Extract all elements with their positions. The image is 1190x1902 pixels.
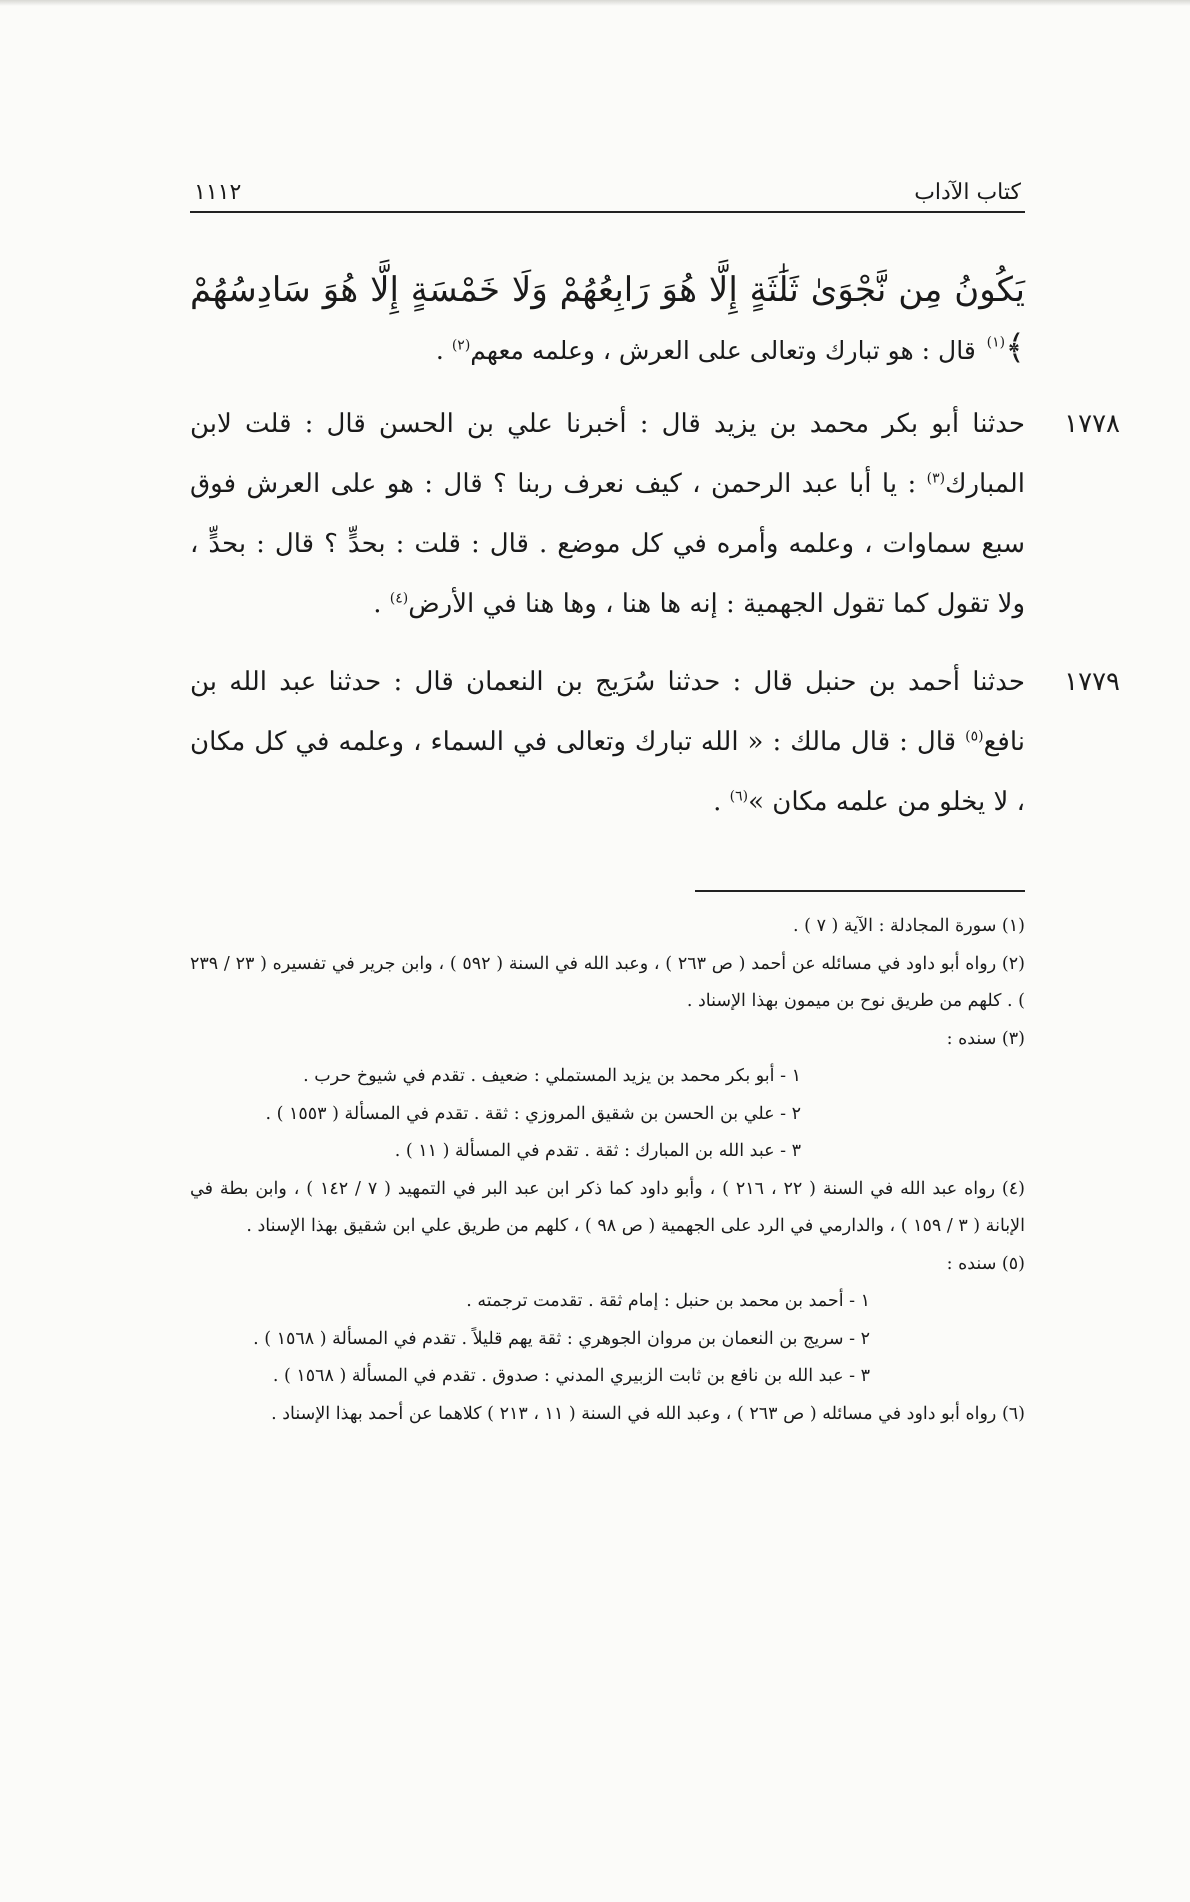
- hadith-text-b: : يا أبا عبد الرحمن ، كيف نعرف ربنا ؟ قال : هو على العرش فوق سبع سماوات ، وعلمه وأمره في كل موضع . قال : قلت : بحدٍّ ؟ قال : بحدٍّ ، ولا تقول كما تقول الجهمية : إنه ها هنا ، وها هنا في الأرض: [190, 469, 1025, 619]
- hadith-number: ١٧٧٨: [1064, 409, 1120, 439]
- footnote-3-item-2: ٢ - علي بن الحسن بن شقيق المروزي : ثقة . تقدم في المسألة ( ١٥٥٣ ) .: [265, 1103, 801, 1124]
- footnote-ref-5[interactable]: (٥): [965, 728, 984, 745]
- verse-line-1: يَكُونُ مِن نَّجْوَىٰ ثَلَٰثَةٍ إِلَّا هُوَ رَابِعُهُمْ وَلَا خَمْسَةٍ إِلَّا هُوَ: [322, 270, 1025, 310]
- footnote-3-item-3: ٣ - عبد الله بن المبارك : ثقة . تقدم في المسألة ( ١١ ) .: [394, 1141, 801, 1161]
- hadith-1779: [190, 652, 1120, 832]
- hadith-end: .: [713, 787, 730, 817]
- footnote-ref-4[interactable]: (٤): [389, 590, 409, 607]
- page-number: ١١١٢: [194, 180, 242, 205]
- book-title: كتاب الآداب: [914, 180, 1021, 205]
- footnote-3-item-1: ١ - أبو بكر محمد بن يزيد المستملي : ضعيف . تقدم في شيوخ حرب .: [303, 1066, 801, 1086]
- footnote-3: (٣) سنده :: [946, 1028, 1025, 1049]
- footnotes: [190, 908, 1025, 1433]
- footnote-ref-2[interactable]: (٢): [451, 337, 471, 354]
- verse-end: .: [435, 336, 452, 365]
- footnote-1: (١) سورة المجادلة : الآية ( ٧ ) .: [793, 916, 1025, 936]
- hadith-text-a: حدثنا أحمد بن حنبل قال : حدثنا سُرَيج بن النعمان قال : حدثنا عبد الله بن نافع: [190, 667, 1025, 757]
- footnote-5: (٥) سنده :: [946, 1253, 1025, 1274]
- footnote-ref-1[interactable]: (١): [986, 334, 1006, 351]
- footnote-5-item-3: ٣ - عبد الله بن نافع بن ثابت الزبيري المدني : صدوق . تقدم في المسألة ( ١٥٦٨ ) .: [272, 1366, 870, 1386]
- verse-line-2-quran: سَادِسُهُمْ ﴾: [190, 270, 1025, 368]
- footnote-ref-6[interactable]: (٦): [729, 788, 749, 805]
- footnote-5-item-1: ١ - أحمد بن محمد بن حنبل : إمام ثقة . تقدمت ترجمته .: [466, 1291, 870, 1311]
- quran-verse: [190, 261, 1025, 380]
- hadith-text-b: قال : قال مالك : « الله تبارك وتعالى في السماء ، وعلمه في كل مكان ، لا يخلو من علمه مكان »: [190, 727, 1025, 817]
- book-page: [190, 165, 1120, 1433]
- verse-commentary: قال : هو تبارك وتعالى على العرش ، وعلمه معهم: [470, 336, 976, 365]
- footnote-separator: [695, 890, 1025, 892]
- hadith-text-a: حدثنا أبو بكر محمد بن يزيد قال : أخبرنا علي بن الحسن قال : قلت لابن المبارك: [190, 409, 1025, 499]
- hadith-number: ١٧٧٩: [1064, 667, 1120, 697]
- hadith-end: .: [373, 589, 390, 619]
- page-header: [190, 165, 1025, 213]
- hadith-1778: [190, 394, 1120, 634]
- footnote-6: (٦) رواه أبو داود في مسائله ( ص ٢٦٣ ) ، وعبد الله في السنة ( ١١ ، ٢١٣ ) كلاهما عن أحمد بهذا الإسناد .: [271, 1403, 1025, 1424]
- footnote-4: (٤) رواه عبد الله في السنة ( ٢٢ ، ٢١٦ ) ، وأبو داود كما ذكر ابن عبد البر في التمهيد ( ٧ / ١٤٢ ) ، وابن بطة في الإبانة ( ٣ / ١٥٩ ) ، والدارمي في الرد على الجهمية ( ص ٩٨ ) ، كلهم من طريق علي ابن شقيق بهذا الإسناد .: [190, 1178, 1025, 1236]
- footnote-5-item-2: ٢ - سريج بن النعمان بن مروان الجوهري : ثقة يهم قليلاً . تقدم في المسألة ( ١٥٦٨ ) .: [253, 1328, 870, 1349]
- footnote-ref-3[interactable]: (٣): [926, 470, 946, 487]
- scan-edge: [0, 0, 1190, 6]
- footnote-2: (٢) رواه أبو داود في مسائله عن أحمد ( ص ٢٦٣ ) ، وعبد الله في السنة ( ٥٩٢ ) ، وابن جرير في تفسيره ( ٢٣ / ٢٣٩ ) . كلهم من طريق نوح بن ميمون بهذا الإسناد .: [190, 953, 1025, 1011]
